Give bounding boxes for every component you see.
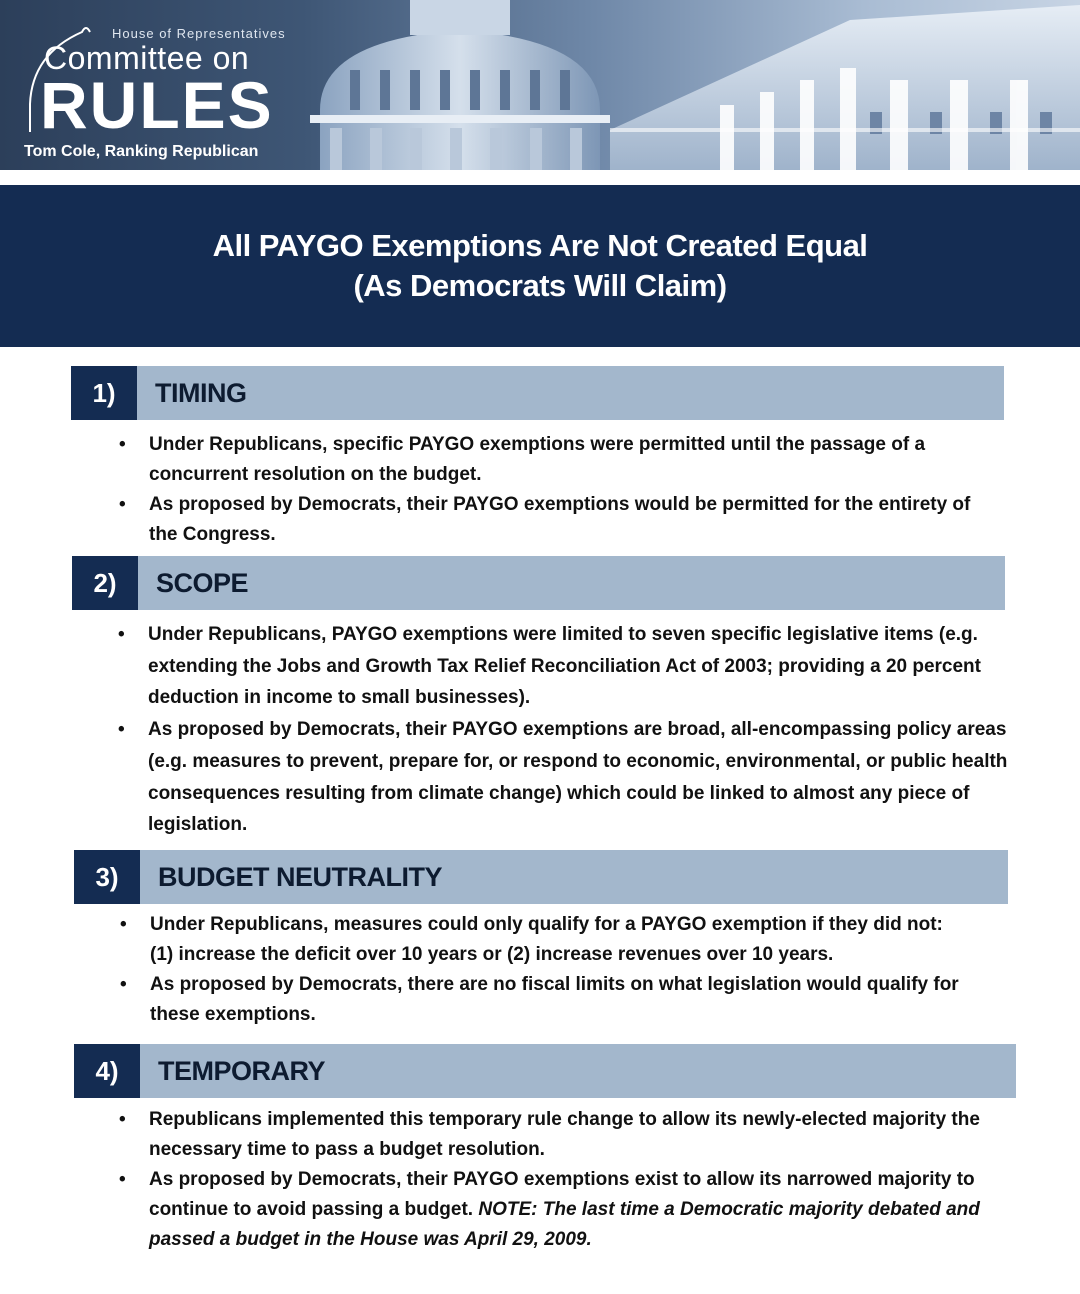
header-banner [0, 0, 1080, 170]
bullet-text: Republicans implemented this temporary rule change to allow its newly-elected majority the necessary time to pass a budget resolution. [149, 1109, 980, 1160]
bullet-icon: • [118, 624, 125, 645]
list-item [120, 910, 1000, 970]
committee-label: Committee on [44, 40, 250, 76]
page-title-line-2: (As Democrats Will Claim) [353, 268, 727, 303]
section-number: 3) [74, 850, 140, 904]
bullet-list-scope [118, 619, 1018, 841]
bullet-text: Under Republicans, measures could only qualify for a PAYGO exemption if they did not: [150, 914, 943, 935]
bullet-list-temporary [119, 1105, 1009, 1255]
section-header-temporary [74, 1044, 1016, 1098]
section-header-timing [71, 366, 1004, 420]
rules-wordmark: RULES [40, 68, 274, 142]
bullet-text: As proposed by Democrats, their PAYGO exemptions are broad, all-encompassing policy areas (e.g. measures to prevent, prepare for, or respond to economic, environmental, or public health consequences resulting from climate change) which could be linked to almost any piece of legislation. [148, 719, 1008, 836]
bullet-icon: • [120, 974, 127, 995]
section-heading: TEMPORARY [140, 1044, 1016, 1098]
list-item [119, 490, 999, 550]
section-heading: BUDGET NEUTRALITY [140, 850, 1008, 904]
bullet-text: Under Republicans, specific PAYGO exemptions were permitted until the passage of a concurrent resolution on the budget. [149, 434, 926, 485]
bullet-text: As proposed by Democrats, there are no fiscal limits on what legislation would qualify for these exemptions. [150, 974, 959, 1025]
bullet-text-continued: (1) increase the deficit over 10 years or (2) increase revenues over 10 years. [150, 944, 834, 965]
section-number: 2) [72, 556, 138, 610]
section-heading: TIMING [137, 366, 1004, 420]
list-item [119, 1165, 1009, 1255]
bullet-list-timing [119, 430, 999, 550]
section-header-scope [72, 556, 1005, 610]
house-label: House of Representatives [112, 26, 286, 41]
bullet-icon: • [119, 494, 126, 515]
title-band [0, 185, 1080, 347]
section-header-budget-neutrality [74, 850, 1008, 904]
page-title-line-1: All PAYGO Exemptions Are Not Created Equal [212, 228, 868, 263]
bullet-text: As proposed by Democrats, their PAYGO exemptions would be permitted for the entirety of the Congress. [149, 494, 971, 545]
ranking-member-label: Tom Cole, Ranking Republican [24, 143, 259, 160]
bullet-list-budget-neutrality [120, 910, 1000, 1030]
bullet-icon: • [120, 914, 127, 935]
bullet-text: As proposed by Democrats, their PAYGO exemptions exist to allow its narrowed majority to continue to avoid passing a budget. [149, 1169, 975, 1220]
section-number: 4) [74, 1044, 140, 1098]
list-item [118, 714, 1018, 841]
capitol-building-image [290, 0, 1080, 170]
bullet-icon: • [119, 1169, 126, 1190]
bullet-icon: • [118, 719, 125, 741]
bullet-text: Under Republicans, PAYGO exemptions were limited to seven specific legislative items (e.g. extending the Jobs and Growth Tax Relief Reconciliation Act of 2003; providing a 20 percent deduction in income to small businesses). [148, 624, 981, 709]
note-text: NOTE: The last time a Democratic majority debated and passed a budget in the House was April 29, 2009. [149, 1199, 980, 1250]
list-item [120, 970, 1000, 1030]
list-item [119, 1105, 1009, 1165]
list-item [118, 619, 1018, 714]
section-number: 1) [71, 366, 137, 420]
bullet-icon: • [119, 434, 126, 455]
list-item [119, 430, 999, 490]
section-heading: SCOPE [138, 556, 1005, 610]
bullet-icon: • [119, 1109, 126, 1130]
